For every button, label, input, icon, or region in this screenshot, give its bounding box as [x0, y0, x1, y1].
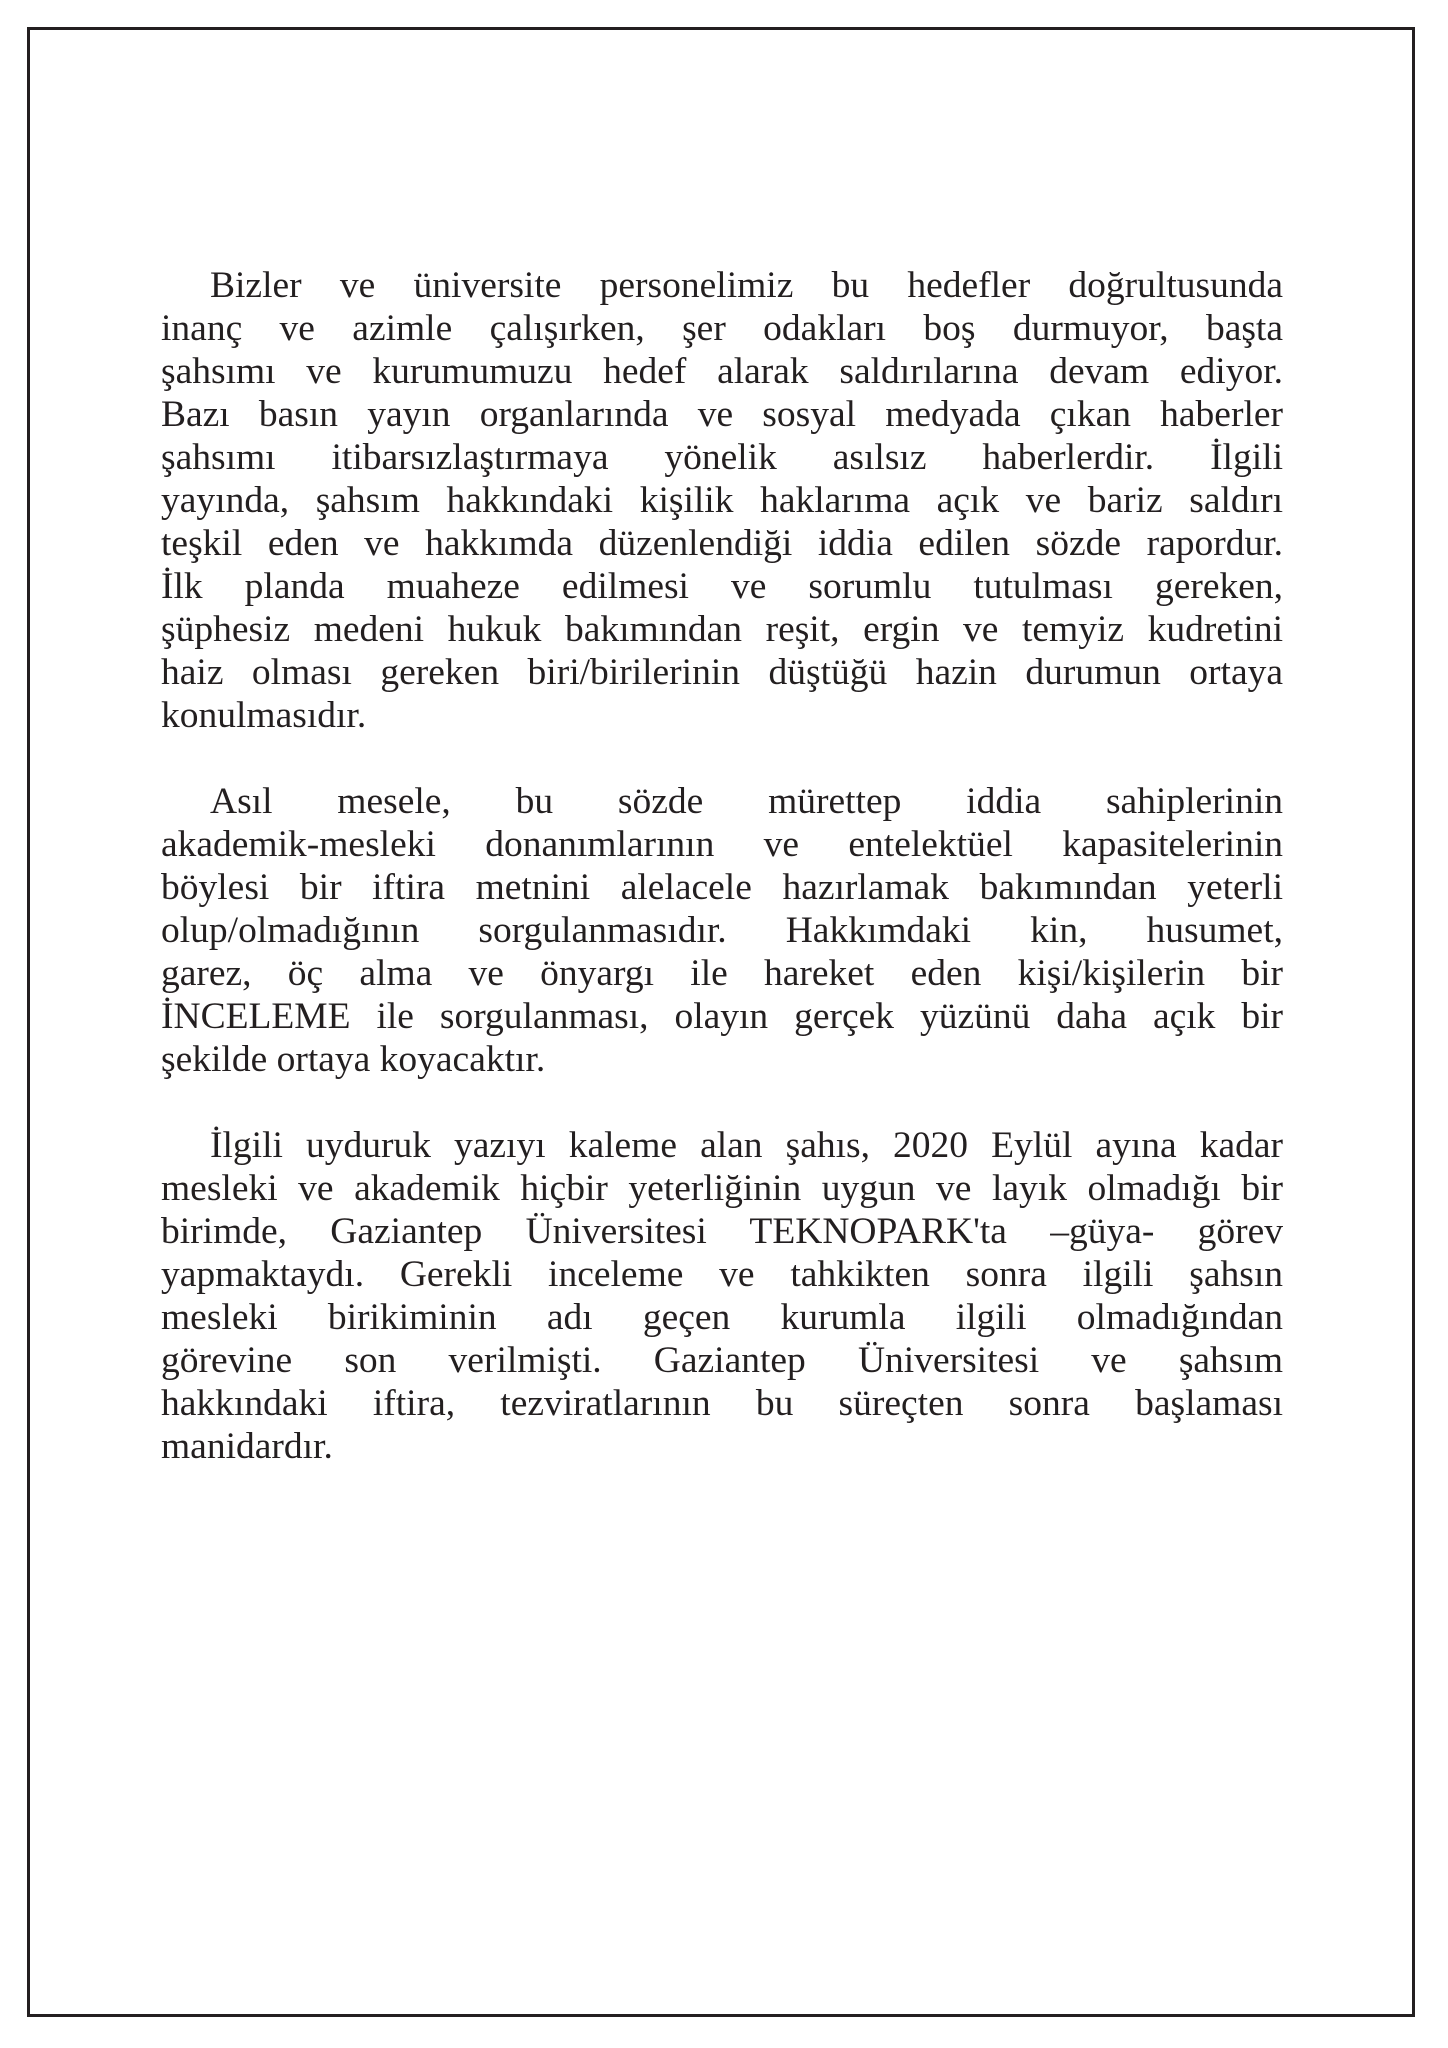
text-line: şahsımı itibarsızlaştırmaya yönelik asılsız haberlerdir. İlgili	[161, 437, 1283, 478]
text-line: İlgili uyduruk yazıyı kaleme alan şahıs, 2020 Eylül ayına kadar	[210, 1125, 1283, 1166]
text-line: garez, öç alma ve önyargı ile hareket eden kişi/kişilerin bir	[161, 953, 1283, 994]
text-line: Asıl mesele, bu sözde mürettep iddia sahiplerinin	[210, 781, 1283, 822]
text-line: yayında, şahsım hakkındaki kişilik haklarıma açık ve bariz saldırı	[161, 480, 1283, 521]
text-line: Bizler ve üniversite personelimiz bu hedefler doğrultusunda	[210, 265, 1283, 306]
text-line: İlk planda muaheze edilmesi ve sorumlu tutulması gereken,	[161, 566, 1283, 607]
text-line: hakkındaki iftira, tezviratlarının bu süreçten sonra başlaması	[161, 1383, 1283, 1424]
document-body	[161, 264, 1283, 1511]
text-line: şüphesiz medeni hukuk bakımından reşit, ergin ve temyiz kudretini	[161, 609, 1283, 650]
text-line: mesleki birikiminin adı geçen kurumla ilgili olmadığından	[161, 1297, 1283, 1338]
text-line: birimde, Gaziantep Üniversitesi TEKNOPARK'ta –güya- görev	[161, 1211, 1283, 1252]
text-line: böylesi bir iftira metnini alelacele hazırlamak bakımından yeterli	[161, 867, 1283, 908]
paragraph-1	[161, 264, 1283, 737]
text-line: olup/olmadığının sorgulanmasıdır. Hakkımdaki kin, husumet,	[161, 910, 1283, 951]
text-line: mesleki ve akademik hiçbir yeterliğinin uygun ve layık olmadığı bir	[161, 1168, 1283, 1209]
text-line: şekilde ortaya koyacaktır.	[161, 1039, 546, 1080]
text-line: görevine son verilmişti. Gaziantep Üniversitesi ve şahsım	[161, 1340, 1283, 1381]
text-line: haiz olması gereken biri/birilerinin düştüğü hazin durumun ortaya	[161, 652, 1283, 693]
text-line: şahsımı ve kurumumuzu hedef alarak saldırılarına devam ediyor.	[161, 351, 1283, 392]
text-line: akademik-mesleki donanımlarının ve entelektüel kapasitelerinin	[161, 824, 1283, 865]
paragraph-2	[161, 780, 1283, 1081]
text-line: teşkil eden ve hakkımda düzenlendiği iddia edilen sözde rapordur.	[161, 523, 1283, 564]
text-line: inanç ve azimle çalışırken, şer odakları boş durmuyor, başta	[161, 308, 1283, 349]
text-line: yapmaktaydı. Gerekli inceleme ve tahkikten sonra ilgili şahsın	[161, 1254, 1283, 1295]
text-line: Bazı basın yayın organlarında ve sosyal medyada çıkan haberler	[161, 394, 1283, 435]
text-line: konulmasıdır.	[161, 695, 367, 736]
text-line: manidardır.	[161, 1426, 333, 1467]
paragraph-3	[161, 1124, 1283, 1468]
text-line: İNCELEME ile sorgulanması, olayın gerçek yüzünü daha açık bir	[161, 996, 1283, 1037]
